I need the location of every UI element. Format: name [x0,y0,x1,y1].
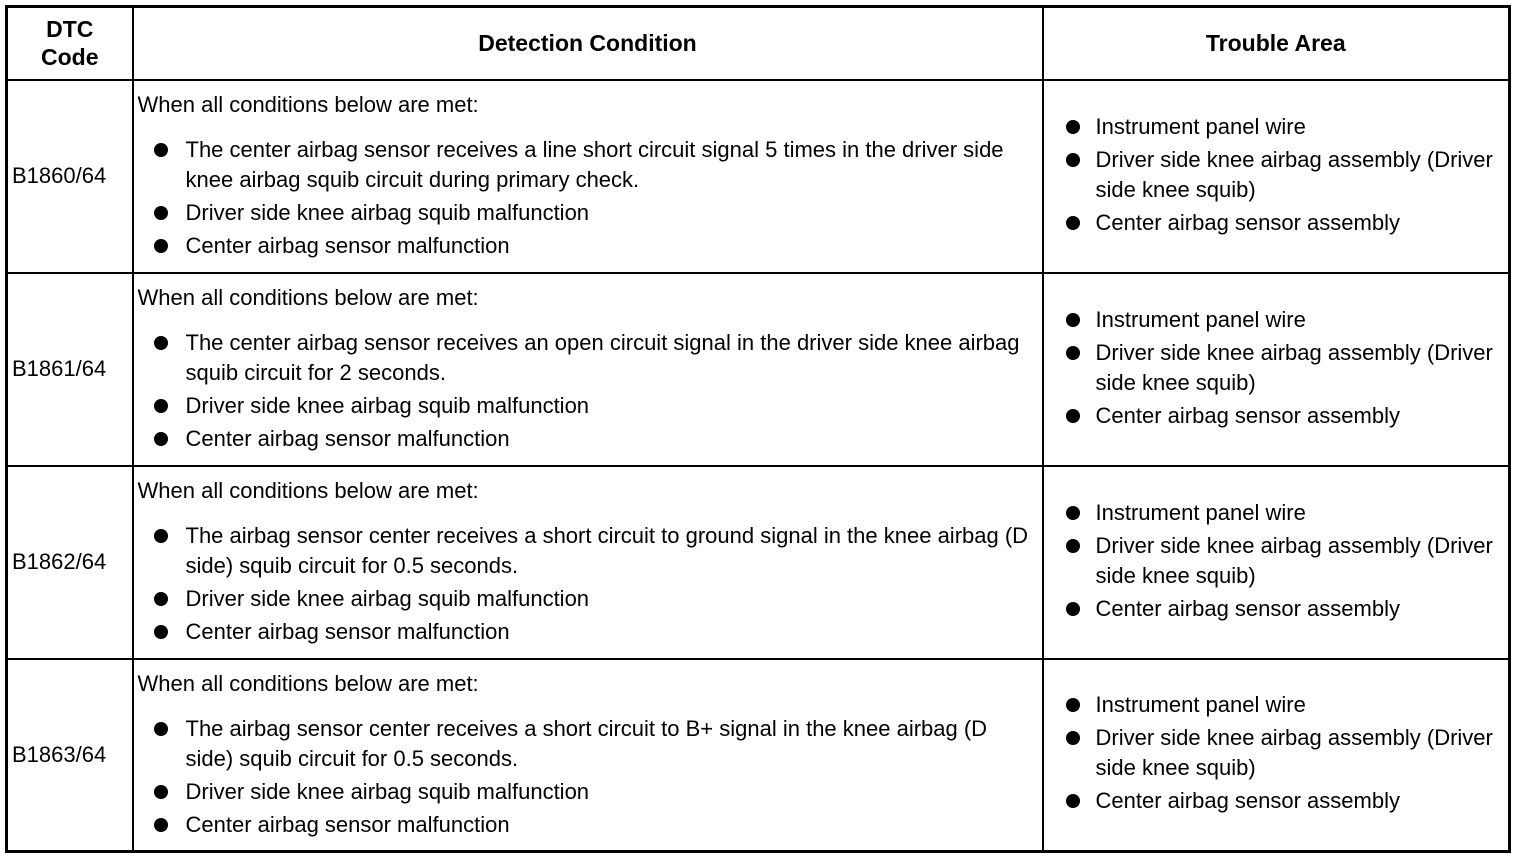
trouble-area-item [1044,338,1509,398]
condition-list [134,521,1042,647]
condition-item [134,777,1038,807]
condition-item [134,521,1038,581]
detection-condition-cell [133,659,1043,852]
trouble-area-item [1044,690,1509,720]
bullet-icon [154,143,168,157]
condition-item [134,424,1038,454]
bullet-icon [154,625,168,639]
header-trouble-area: Trouble Area [1043,7,1510,80]
trouble-area-text: Driver side knee airbag assembly (Driver side knee squib) [1095,339,1493,395]
condition-item [134,231,1038,261]
trouble-area-item [1044,145,1509,205]
trouble-area-text: Driver side knee airbag assembly (Driver side knee squib) [1095,532,1493,588]
trouble-area-cell [1043,659,1510,852]
trouble-area-item [1044,305,1509,335]
condition-text: The center airbag sensor receives an open circuit signal in the driver side knee airbag squib circuit for 2 seconds. [185,329,1020,385]
trouble-area-text: Center airbag sensor assembly [1095,402,1400,428]
condition-item [134,391,1038,421]
condition-text: The airbag sensor center receives a short circuit to B+ signal in the knee airbag (D side) squib circuit for 0.5 seconds. [185,715,988,771]
bullet-icon [1066,216,1080,230]
trouble-area-text: Instrument panel wire [1095,692,1306,718]
header-dtc-line2: Code [41,44,99,71]
trouble-area-cell [1043,466,1510,659]
condition-item [134,714,1038,774]
trouble-area-item [1044,498,1509,528]
trouble-area-list [1044,112,1509,238]
header-dtc-line1: DTC [46,16,94,43]
header-row [7,7,1510,80]
condition-intro: When all conditions below are met: [137,284,479,310]
trouble-area-text: Center airbag sensor assembly [1095,595,1400,621]
bullet-icon [154,592,168,606]
condition-item [134,617,1038,647]
trouble-area-text: Instrument panel wire [1095,499,1306,525]
table-body [7,80,1510,852]
bullet-icon [1066,794,1080,808]
detection-condition-cell [133,273,1043,466]
trouble-area-text: Instrument panel wire [1095,306,1306,332]
trouble-area-item [1044,208,1509,238]
trouble-area-text: Driver side knee airbag assembly (Driver side knee squib) [1095,146,1493,202]
condition-item [134,810,1038,840]
condition-item [134,328,1038,388]
condition-text: The airbag sensor center receives a short circuit to ground signal in the knee airbag (D side) squib circuit for 0.5 seconds. [185,522,1029,578]
bullet-icon [1066,409,1080,423]
bullet-icon [154,785,168,799]
condition-item [134,584,1038,614]
condition-text: Driver side knee airbag squib malfunction [185,778,590,804]
trouble-area-list [1044,690,1509,816]
dtc-code-cell: B1861/64 [7,273,133,466]
condition-item [134,135,1038,195]
condition-text: The center airbag sensor receives a line short circuit signal 5 times in the driver side knee airbag squib circuit during primary check. [185,136,1004,192]
bullet-icon [154,529,168,543]
dtc-code-cell: B1860/64 [7,80,133,273]
condition-list [134,714,1042,840]
bullet-icon [154,206,168,220]
dtc-code-cell: B1862/64 [7,466,133,659]
detection-condition-cell [133,80,1043,273]
condition-intro: When all conditions below are met: [137,91,479,117]
header-dtc-code [7,7,133,80]
trouble-area-text: Center airbag sensor assembly [1095,788,1400,814]
trouble-area-item [1044,594,1509,624]
dtc-code-cell: B1863/64 [7,659,133,852]
trouble-area-item [1044,786,1509,816]
trouble-area-text: Instrument panel wire [1095,113,1306,139]
condition-text: Center airbag sensor malfunction [185,425,510,451]
condition-list [134,328,1042,454]
bullet-icon [1066,346,1080,360]
trouble-area-cell [1043,273,1510,466]
condition-list [134,135,1042,261]
detection-condition-cell [133,466,1043,659]
bullet-icon [154,336,168,350]
table-row [7,80,1510,273]
trouble-area-list [1044,498,1509,624]
bullet-icon [154,432,168,446]
bullet-icon [154,399,168,413]
bullet-icon [1066,731,1080,745]
table-row [7,659,1510,852]
condition-text: Driver side knee airbag squib malfunction [185,199,590,225]
bullet-icon [1066,506,1080,520]
bullet-icon [1066,539,1080,553]
bullet-icon [1066,153,1080,167]
condition-item [134,198,1038,228]
bullet-icon [1066,313,1080,327]
bullet-icon [154,722,168,736]
trouble-area-item [1044,401,1509,431]
table-row [7,273,1510,466]
condition-intro: When all conditions below are met: [137,670,479,696]
trouble-area-item [1044,723,1509,783]
bullet-icon [1066,120,1080,134]
trouble-area-item [1044,531,1509,591]
header-detection-condition: Detection Condition [133,7,1043,80]
bullet-icon [154,239,168,253]
trouble-area-list [1044,305,1509,431]
condition-text: Driver side knee airbag squib malfunction [185,392,590,418]
bullet-icon [154,818,168,832]
trouble-area-cell [1043,80,1510,273]
trouble-area-item [1044,112,1509,142]
table-row [7,466,1510,659]
bullet-icon [1066,698,1080,712]
dtc-table [5,5,1511,853]
condition-text: Center airbag sensor malfunction [185,811,510,837]
condition-text: Driver side knee airbag squib malfunction [185,585,590,611]
condition-intro: When all conditions below are met: [137,477,479,503]
condition-text: Center airbag sensor malfunction [185,618,510,644]
condition-text: Center airbag sensor malfunction [185,232,510,258]
bullet-icon [1066,602,1080,616]
trouble-area-text: Center airbag sensor assembly [1095,209,1400,235]
trouble-area-text: Driver side knee airbag assembly (Driver side knee squib) [1095,725,1493,781]
